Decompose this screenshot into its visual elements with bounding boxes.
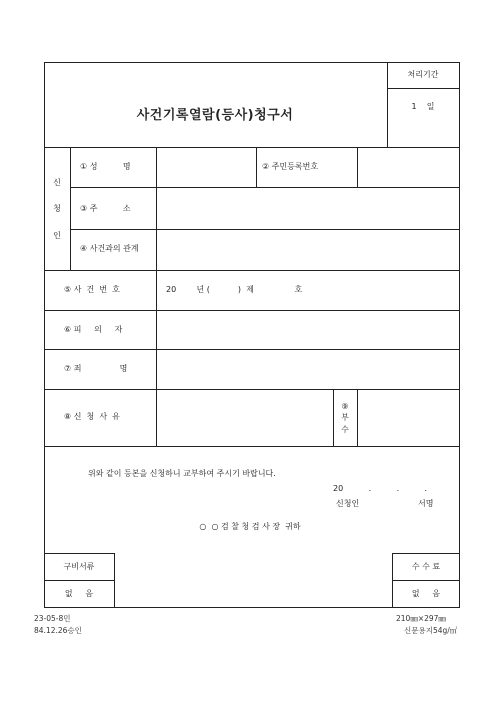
- form-code: 23-05-8민: [34, 614, 71, 623]
- copies-field[interactable]: [358, 390, 459, 446]
- reason-label: ⑧ 신 청 사 유: [64, 412, 120, 421]
- documents-label: 구비서류: [63, 562, 95, 571]
- relation-label: ④ 사건과의 관계: [80, 244, 139, 253]
- form-title: 사건기록열람(등사)청구서: [136, 108, 294, 123]
- fee-value: 없 음: [411, 589, 441, 598]
- copies-label-char: ⑨: [341, 402, 349, 411]
- approval-date: 84.12.26승인: [34, 626, 82, 635]
- applicant-label-char: 신: [53, 178, 61, 187]
- copies-label-char: 수: [341, 425, 349, 434]
- copies-label-char: 부: [341, 413, 349, 422]
- charge-field[interactable]: [157, 350, 459, 389]
- reason-field[interactable]: [157, 390, 333, 446]
- suspect-field[interactable]: [157, 311, 459, 349]
- processing-period-label: 처리기간: [407, 70, 439, 79]
- charge-label: ⑦ 죄 명: [64, 364, 128, 373]
- case-number-value[interactable]: 20 년 ( ) 제 호: [166, 285, 303, 294]
- signature-label: 신청인: [336, 499, 360, 508]
- resident-number-field[interactable]: [358, 148, 459, 187]
- relation-field[interactable]: [157, 230, 459, 270]
- name-field[interactable]: [157, 148, 256, 187]
- fee-label: 수 수 료: [411, 562, 441, 571]
- signature-mark: 서명: [418, 499, 434, 508]
- suspect-label: ⑥ 피 의 자: [64, 325, 123, 334]
- request-date[interactable]: 20 . . .: [333, 484, 428, 493]
- paper-size: 210㎜×297㎜: [396, 614, 446, 623]
- applicant-label-char: 청: [53, 204, 61, 213]
- request-statement: 위와 같이 등본을 신청하니 교부하여 주시기 바랍니다.: [88, 469, 276, 478]
- addressee: ○ ○ 검 찰 청 검 사 장 귀하: [199, 522, 301, 531]
- applicant-label-char: 인: [53, 231, 61, 240]
- case-number-label: ⑤ 사 건 번 호: [64, 285, 120, 294]
- resident-number-label: ② 주민등록번호: [262, 162, 319, 171]
- name-label: ① 성 명: [80, 162, 131, 171]
- address-field[interactable]: [157, 188, 459, 229]
- processing-period-value: 1 일: [411, 102, 435, 111]
- documents-value: 없 음: [64, 589, 94, 598]
- paper-type: 신문용지54g/㎡: [404, 626, 458, 635]
- address-label: ③ 주 소: [80, 204, 131, 213]
